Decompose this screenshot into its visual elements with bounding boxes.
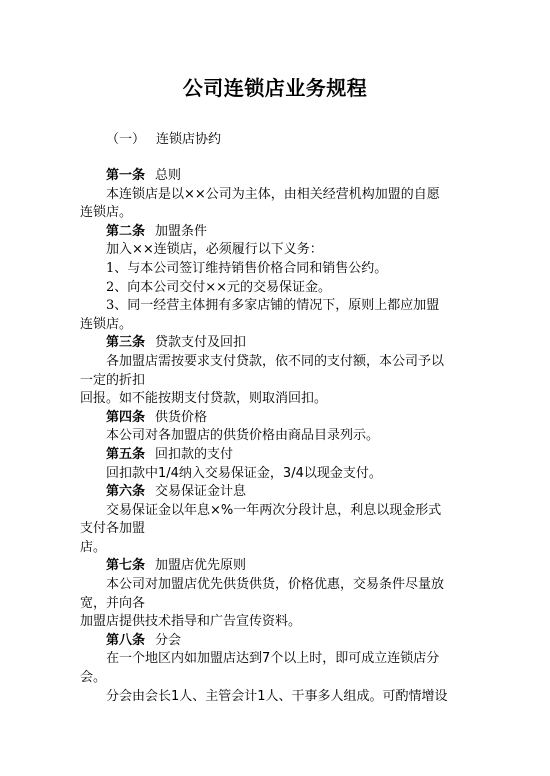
paragraph-line: 加入××连锁店，必须履行以下义务： bbox=[106, 242, 323, 258]
article-number: 第七条 bbox=[106, 558, 146, 574]
paragraph-line: 本连锁店是以××公司为主体，由相关经营机构加盟的自愿 bbox=[106, 186, 440, 202]
article-title: 总则 bbox=[155, 168, 182, 183]
article-title: 供货价格 bbox=[155, 409, 208, 425]
paragraph-line: 1、与本公司签订维持销售价格合同和销售公约。 bbox=[106, 260, 388, 276]
article-heading bbox=[80, 223, 472, 242]
paragraph-line: 在一个地区内如加盟店达到7个以上时，即可成立连锁店分 bbox=[106, 651, 440, 667]
document-body bbox=[80, 167, 472, 706]
paragraph-line: 加盟店提供技术指导和广告宣传资料。 bbox=[80, 614, 302, 630]
paragraph-line: 一定的折扣 bbox=[80, 372, 146, 388]
article-number: 第五条 bbox=[106, 446, 146, 462]
paragraph-line: 2、向本公司交付××元的交易保证金。 bbox=[106, 279, 332, 295]
article-heading bbox=[80, 557, 472, 576]
article-title: 贷款支付及回扣 bbox=[155, 335, 247, 351]
article-number: 第八条 bbox=[106, 632, 146, 648]
paragraph-line: 店。 bbox=[80, 539, 107, 555]
document-title: 公司连锁店业务规程 bbox=[182, 76, 368, 100]
paragraph-line: 3、同一经营主体拥有多家店铺的情况下，原则上都应加盟 bbox=[106, 298, 440, 314]
article-number: 第六条 bbox=[106, 484, 146, 500]
article-title: 分会 bbox=[155, 632, 182, 648]
paragraph-line: 回报。如不能按期支付贷款，则取消回扣。 bbox=[80, 391, 328, 407]
paragraph-line: 连锁店。 bbox=[80, 205, 133, 221]
article-title: 加盟店优先原则 bbox=[155, 558, 247, 574]
paragraph-line: 本公司对加盟店优先供货供货，价格优惠，交易条件尽量放 bbox=[106, 577, 445, 593]
section-heading bbox=[106, 130, 221, 150]
section-number: （一） bbox=[106, 132, 146, 147]
article-heading bbox=[80, 409, 472, 428]
paragraph-line: 本公司对各加盟店的供货价格由商品目录列示。 bbox=[106, 428, 380, 444]
article-heading bbox=[80, 334, 472, 353]
article-number: 第三条 bbox=[106, 335, 146, 351]
paragraph-line: 交易保证金以年息×%一年两次分段计息，利息以现金形式 bbox=[106, 502, 442, 518]
paragraph-line: 会。 bbox=[80, 670, 107, 686]
section-label: 连锁店协约 bbox=[156, 132, 222, 147]
article-number: 第一条 bbox=[106, 168, 146, 183]
paragraph-line: 各加盟店需按要求支付贷款，依不同的支付额，本公司予以 bbox=[106, 353, 445, 369]
paragraph-line: 回扣款中1/4纳入交易保证金，3/4以现金支付。 bbox=[106, 465, 382, 481]
paragraph-line: 分会由会长1人、主管会计1人、干事多人组成。可酌情增设 bbox=[106, 688, 448, 704]
paragraph-line: 连锁店。 bbox=[80, 316, 133, 332]
article-title: 交易保证金计息 bbox=[155, 484, 247, 500]
article-heading bbox=[80, 632, 472, 651]
paragraph-line: 宽，并向各 bbox=[80, 595, 146, 611]
article-number: 第四条 bbox=[106, 409, 146, 425]
article-heading bbox=[80, 167, 472, 186]
article-heading bbox=[80, 483, 472, 502]
article-heading bbox=[80, 446, 472, 465]
article-number: 第二条 bbox=[106, 223, 146, 239]
article-title: 回扣款的支付 bbox=[155, 446, 234, 462]
article-title: 加盟条件 bbox=[155, 223, 208, 239]
paragraph-line: 支付各加盟 bbox=[80, 521, 146, 537]
